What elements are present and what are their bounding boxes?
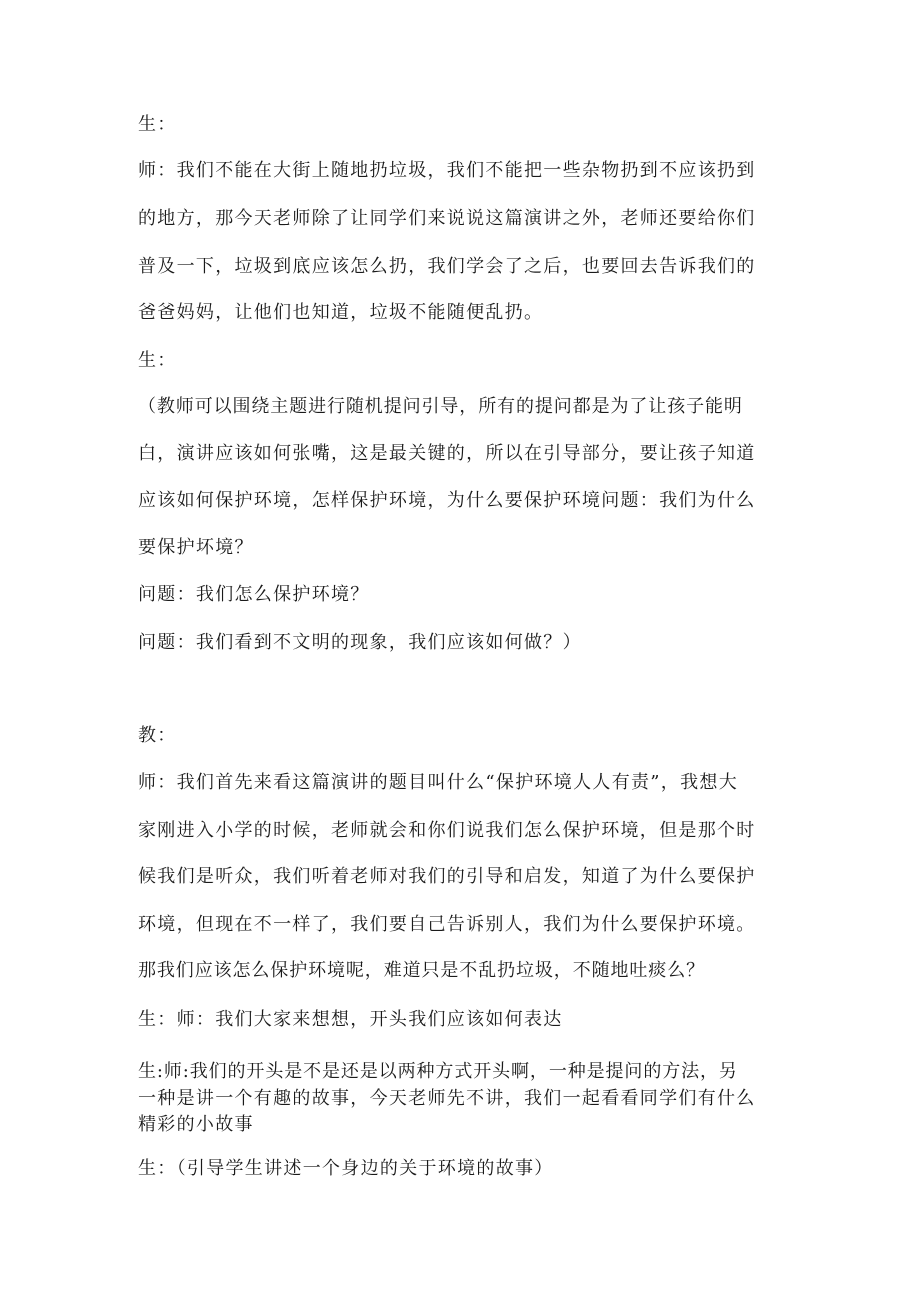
paragraph-line: 要保护坏境？ <box>138 537 254 558</box>
paragraph-line: 教： <box>138 725 177 746</box>
paragraph-line: 问题：我们怎么保护环境？ <box>138 584 370 605</box>
paragraph-line: 生： <box>138 114 177 135</box>
paragraph-line: 家刚进入小学的时候，老师就会和你们说我们怎么保护环境，但是那个时 <box>138 820 756 841</box>
paragraph-line: 爸爸妈妈，让他们也知道，垃圾不能随便乱扔。 <box>138 302 544 323</box>
paragraph-line: 师：我们首先来看这篇演讲的题目叫什么“保护环境人人有责”，我想大 <box>138 772 739 793</box>
paragraph-line: 普及一下，垃圾到底应该怎么扔，我们学会了之后，也要回去告诉我们的 <box>138 256 756 277</box>
paragraph-line: 应该如何保护环境，怎样保护环境，为什么要保护环境问题：我们为什么 <box>138 490 756 511</box>
paragraph-line: 问题：我们看到不文明的现象，我们应该如何做？） <box>138 632 582 653</box>
paragraph-line: 精彩的小故事 <box>138 1114 254 1135</box>
paragraph-line: 师：我们不能在大街上随地扔垃圾，我们不能把一些杂物扔到不应该扔到 <box>138 160 756 181</box>
paragraph-line: 生：师：我们大家来想想，开头我们应该如何表达 <box>138 1009 563 1030</box>
paragraph-line: 环境，但现在不一样了，我们要自己告诉别人，我们为什么要保护环境。 <box>138 914 756 935</box>
paragraph-line: 白，演讲应该如何张嘴，这是最关键的，所以在引导部分，要让孩子知道 <box>138 443 756 464</box>
paragraph-line: 生： <box>138 350 177 371</box>
paragraph-line: 那我们应该怎么保护环境呢，难道只是不乱扔垃圾，不随地吐痰么？ <box>138 960 705 981</box>
paragraph-line: （教师可以围绕主题进行随机提问引导，所有的提问都是为了让孩子能明 <box>138 396 743 417</box>
paragraph-line: 一种是讲一个有趣的故事，今天老师先不讲，我们一起看看同学们有什么 <box>138 1088 756 1109</box>
paragraph-line: 候我们是听众，我们听着老师对我们的引导和启发，知道了为什么要保护 <box>138 866 756 887</box>
paragraph-line: 的地方，那今天老师除了让同学们来说说这篇演讲之外，老师还要给你们 <box>138 208 756 229</box>
paragraph-line: 生：（引导学生讲述一个身边的关于环境的故事） <box>138 1158 554 1179</box>
paragraph-line: 生:师:我们的开头是不是还是以两种方式开头啊，一种是提问的方法，另 <box>138 1061 738 1082</box>
